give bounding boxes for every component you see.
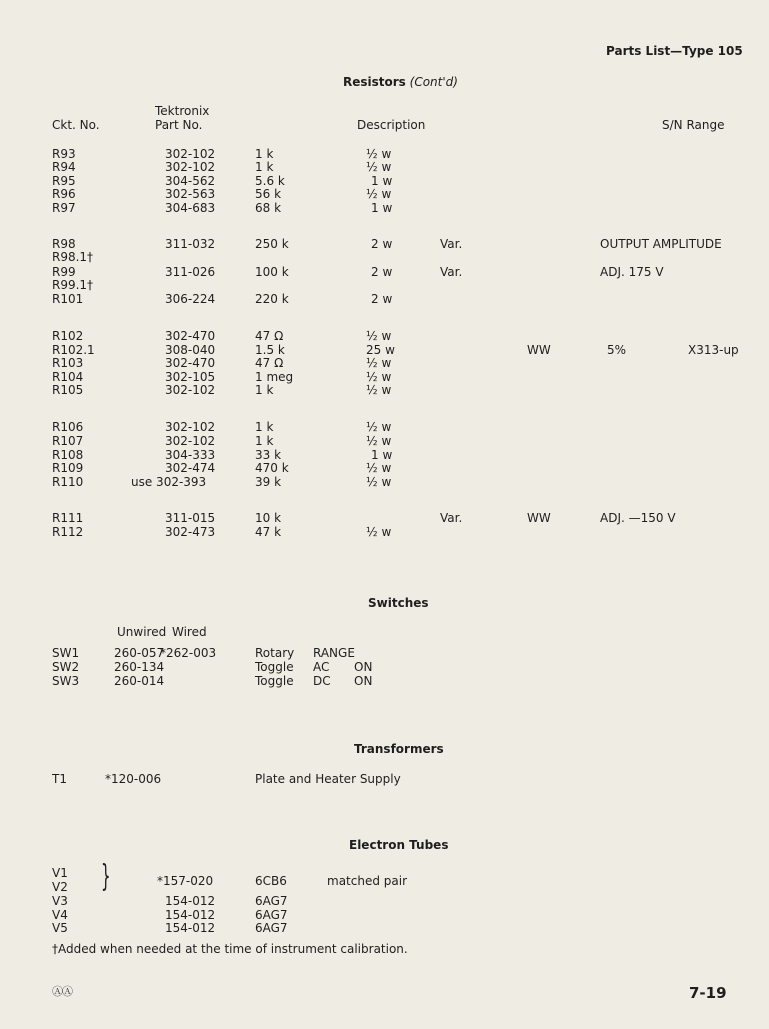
col-header-sn-range: S/N Range xyxy=(662,118,725,132)
resistor-construction: WW xyxy=(527,343,551,357)
resistor-wattage: 2 w xyxy=(371,265,393,279)
resistor-value: 1 k xyxy=(255,434,274,448)
col-header-tektronix: Tektronix xyxy=(155,104,210,118)
switch-ckt-no: SW3 xyxy=(52,674,80,688)
resistor-value: 1 k xyxy=(255,420,274,434)
resistor-type: Var. xyxy=(440,237,463,251)
resistor-part-no: 302-102 xyxy=(165,434,216,448)
resistors-subtitle: (Cont'd) xyxy=(409,75,458,89)
resistor-ckt-no: R93 xyxy=(52,147,76,161)
resistor-part-no: 306-224 xyxy=(165,292,216,306)
resistor-ckt-no: R109 xyxy=(52,461,84,475)
resistor-part-no: 311-015 xyxy=(165,511,216,525)
running-header: Parts List—Type 105 xyxy=(606,44,743,58)
resistor-ckt-no: R99.1† xyxy=(52,278,94,292)
resistor-ckt-no: R97 xyxy=(52,201,76,215)
resistor-value: 47 k xyxy=(255,525,282,539)
switch-function: AC xyxy=(313,660,330,674)
switch-kind: Toggle xyxy=(255,660,294,674)
resistor-wattage: ½ w xyxy=(366,475,392,489)
resistor-wattage: ½ w xyxy=(366,160,392,174)
resistor-wattage: ½ w xyxy=(366,329,392,343)
col-header-part-no: Part No. xyxy=(155,118,203,132)
resistor-part-no: 304-562 xyxy=(165,174,216,188)
resistor-part-no: 302-473 xyxy=(165,525,216,539)
resistor-value: 33 k xyxy=(255,448,282,462)
resistors-title: Resistors xyxy=(343,75,406,89)
resistor-part-no: 302-102 xyxy=(165,147,216,161)
resistor-value: 250 k xyxy=(255,237,289,251)
resistor-part-no: 302-474 xyxy=(165,461,216,475)
col-header-ckt-no: Ckt. No. xyxy=(52,118,100,132)
resistor-value: 68 k xyxy=(255,201,282,215)
switch-ckt-no: SW1 xyxy=(52,646,80,660)
resistor-ckt-no: R112 xyxy=(52,525,84,539)
tube-pair-note: matched pair xyxy=(327,874,408,888)
resistor-wattage: ½ w xyxy=(366,356,392,370)
resistor-wattage: ½ w xyxy=(366,434,392,448)
transformers-title: Transformers xyxy=(354,742,444,756)
tube-ckt-no: V5 xyxy=(52,921,68,935)
resistor-wattage: ½ w xyxy=(366,147,392,161)
resistor-part-no: 302-470 xyxy=(165,329,216,343)
transformer-ckt: T1 xyxy=(52,772,67,786)
tube-ckt-no: V3 xyxy=(52,894,68,908)
resistor-wattage: 2 w xyxy=(371,237,393,251)
resistor-wattage: 1 w xyxy=(371,201,393,215)
resistor-wattage: ½ w xyxy=(366,383,392,397)
resistor-value: 1 k xyxy=(255,383,274,397)
resistor-tolerance: WW xyxy=(527,511,551,525)
resistor-part-no: 302-470 xyxy=(165,356,216,370)
resistor-ckt-no: R111 xyxy=(52,511,84,525)
brace-icon: } xyxy=(101,859,111,894)
resistor-type: Var. xyxy=(440,265,463,279)
resistor-value: 47 Ω xyxy=(255,329,284,343)
transformer-desc: Plate and Heater Supply xyxy=(255,772,401,786)
switch-function-2: ON xyxy=(354,660,373,674)
resistor-part-no: 302-102 xyxy=(165,160,216,174)
resistor-note: OUTPUT AMPLITUDE xyxy=(600,237,722,251)
tube-part-no: 154-012 xyxy=(165,908,216,922)
resistor-part-no: 302-563 xyxy=(165,187,216,201)
switch-unwired-part: 260-014 xyxy=(114,674,165,688)
switch-function-2: ON xyxy=(354,674,373,688)
resistor-note: X313-up xyxy=(688,343,739,357)
resistor-wattage: 1 w xyxy=(371,448,393,462)
resistor-part-no: 311-026 xyxy=(165,265,216,279)
switch-wired-part: *262-003 xyxy=(160,646,217,660)
tube-v2-ckt: V2 xyxy=(52,880,68,894)
tube-v1-ckt: V1 xyxy=(52,866,68,880)
resistor-value: 100 k xyxy=(255,265,289,279)
switch-unwired-part: 260-134 xyxy=(114,660,165,674)
resistor-value: 1 meg xyxy=(255,370,294,384)
resistor-ckt-no: R110 xyxy=(52,475,84,489)
tube-pair-part: *157-020 xyxy=(157,874,214,888)
resistor-wattage: ½ w xyxy=(366,187,392,201)
switch-function: RANGE xyxy=(313,646,355,660)
tube-type: 6AG7 xyxy=(255,908,288,922)
resistor-part-no: 302-105 xyxy=(165,370,216,384)
resistor-ckt-no: R98 xyxy=(52,237,76,251)
switch-kind: Toggle xyxy=(255,674,294,688)
col-header-description: Description xyxy=(357,118,426,132)
resistor-wattage: 25 w xyxy=(366,343,395,357)
tube-part-no: 154-012 xyxy=(165,894,216,908)
resistor-part-no: 304-333 xyxy=(165,448,216,462)
resistor-value: 39 k xyxy=(255,475,282,489)
publisher-logo: ⒶⒶ xyxy=(52,985,72,998)
tube-pair-type: 6CB6 xyxy=(255,874,287,888)
resistor-wattage: 2 w xyxy=(371,292,393,306)
tube-ckt-no: V4 xyxy=(52,908,68,922)
tube-part-no: 154-012 xyxy=(165,921,216,935)
resistor-part-no: use 302-393 xyxy=(131,475,207,489)
resistor-ckt-no: R99 xyxy=(52,265,76,279)
resistor-ckt-no: R108 xyxy=(52,448,84,462)
resistor-ckt-no: R102 xyxy=(52,329,84,343)
resistor-value: 470 k xyxy=(255,461,289,475)
resistor-part-no: 302-102 xyxy=(165,420,216,434)
switches-header-wired: Wired xyxy=(172,625,207,639)
resistor-ckt-no: R98.1† xyxy=(52,250,94,264)
resistor-wattage: ½ w xyxy=(366,461,392,475)
resistor-ckt-no: R105 xyxy=(52,383,84,397)
resistor-type: Var. xyxy=(440,511,463,525)
switch-ckt-no: SW2 xyxy=(52,660,80,674)
footnote: †Added when needed at the time of instrument calibration. xyxy=(52,942,408,956)
resistor-value: 56 k xyxy=(255,187,282,201)
resistor-value: 10 k xyxy=(255,511,282,525)
resistor-ckt-no: R95 xyxy=(52,174,76,188)
resistor-ckt-no: R104 xyxy=(52,370,84,384)
resistor-part-no: 308-040 xyxy=(165,343,216,357)
resistor-ckt-no: R101 xyxy=(52,292,84,306)
resistor-wattage: ½ w xyxy=(366,420,392,434)
switch-function: DC xyxy=(313,674,331,688)
page-number: 7-19 xyxy=(689,984,727,1002)
resistor-ckt-no: R94 xyxy=(52,160,76,174)
transformer-part: *120-006 xyxy=(105,772,162,786)
resistor-value: 1.5 k xyxy=(255,343,285,357)
resistor-part-no: 304-683 xyxy=(165,201,216,215)
switches-title: Switches xyxy=(368,596,429,610)
switch-kind: Rotary xyxy=(255,646,295,660)
resistor-value: 47 Ω xyxy=(255,356,284,370)
resistor-value: 220 k xyxy=(255,292,289,306)
switch-unwired-part: 260-057 xyxy=(114,646,165,660)
tube-type: 6AG7 xyxy=(255,894,288,908)
resistor-note: ADJ. —150 V xyxy=(600,511,676,525)
resistor-part-no: 302-102 xyxy=(165,383,216,397)
tubes-title: Electron Tubes xyxy=(349,838,449,852)
resistor-part-no: 311-032 xyxy=(165,237,216,251)
resistor-value: 1 k xyxy=(255,147,274,161)
resistors-section-title xyxy=(343,75,458,89)
resistor-ckt-no: R107 xyxy=(52,434,84,448)
resistor-value: 5.6 k xyxy=(255,174,285,188)
resistor-ckt-no: R106 xyxy=(52,420,84,434)
resistor-wattage: ½ w xyxy=(366,370,392,384)
resistor-ckt-no: R96 xyxy=(52,187,76,201)
resistor-value: 1 k xyxy=(255,160,274,174)
resistor-ckt-no: R103 xyxy=(52,356,84,370)
resistor-note: ADJ. 175 V xyxy=(600,265,664,279)
resistor-ckt-no: R102.1 xyxy=(52,343,95,357)
resistor-wattage: 1 w xyxy=(371,174,393,188)
switches-header-unwired: Unwired xyxy=(117,625,167,639)
resistor-tolerance: 5% xyxy=(607,343,627,357)
tube-type: 6AG7 xyxy=(255,921,288,935)
resistor-wattage: ½ w xyxy=(366,525,392,539)
